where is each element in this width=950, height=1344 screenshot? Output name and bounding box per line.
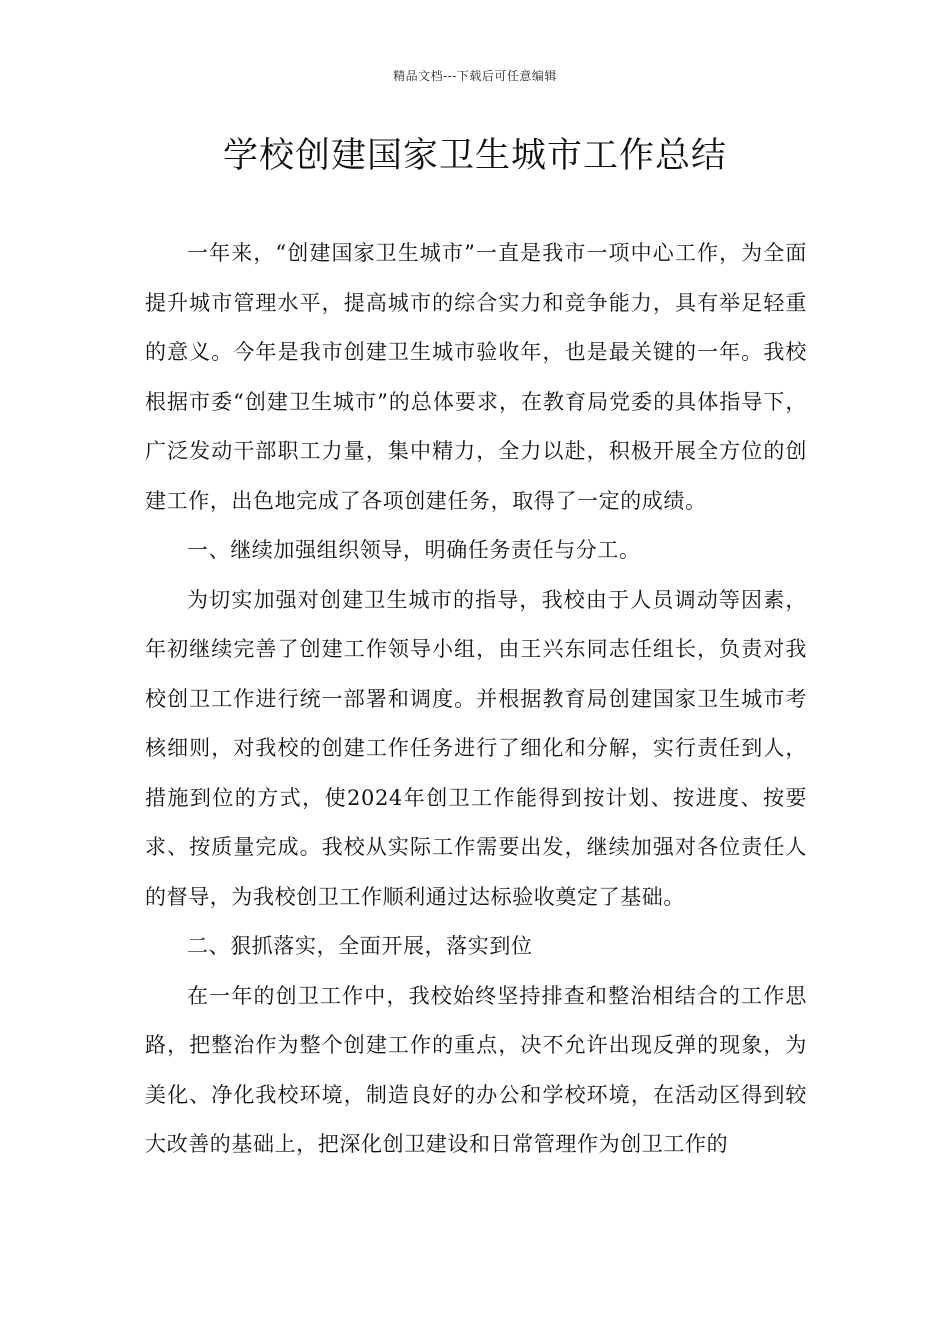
- paragraph-section-1: 为切实加强对创建卫生城市的指导，我校由于人员调动等因素，年初继续完善了创建工作领导小组，由王兴东同志任组长，负责对我校创卫工作进行统一部署和调度。并根据教育局创建国家卫生城市考核细则，对我校的创建工作任务进行了细化和分解，实行责任到人，措施到位的方式，使2024年创卫工作能得到按计划、按进度、按要求、按质量完成。我校从实际工作需要出发，继续加强对各位责任人的督导，为我校创卫工作顺利通过达标验收奠定了基础。: [145, 587, 807, 909]
- section-heading-2: 二、狠抓落实，全面开展，落实到位: [187, 934, 533, 958]
- document-title: 学校创建国家卫生城市工作总结: [222, 136, 727, 176]
- header-note: 精品文档---下载后可任意编辑: [393, 69, 557, 83]
- section-heading-1: 一、继续加强组织领导，明确任务责任与分工。: [187, 538, 641, 562]
- paragraph-section-2: 在一年的创卫工作中，我校始终坚持排查和整治相结合的工作思路，把整治作为整个创建工作的重点，决不允许出现反弹的现象，为美化、净化我校环境，制造良好的办公和学校环境，在活动区得到较大改善的基础上，把深化创卫建设和日常管理作为创卫工作的: [145, 983, 807, 1156]
- document-body: [145, 229, 807, 1170]
- paragraph-intro: 一年来，“创建国家卫生城市”一直是我市一项中心工作，为全面提升城市管理水平，提高城市的综合实力和竞争能力，具有举足轻重的意义。今年是我市创建卫生城市验收年，也是最关键的一年。我校根据市委“创建卫生城市”的总体要求，在教育局党委的具体指导下，广泛发动干部职工力量，集中精力，全力以赴，积极开展全方位的创建工作，出色地完成了各项创建任务，取得了一定的成绩。: [145, 241, 807, 513]
